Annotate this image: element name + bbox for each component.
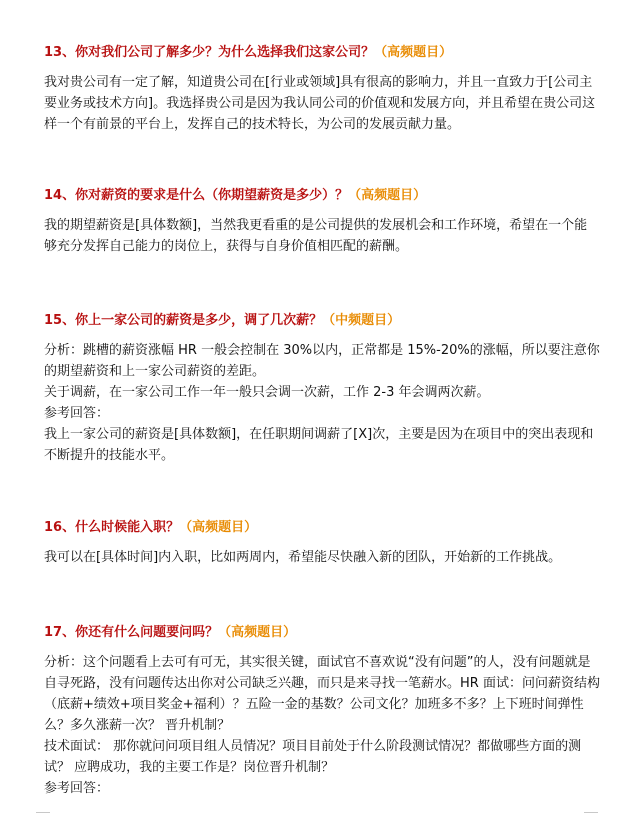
question-number: 15、	[44, 313, 76, 328]
raise-note-paragraph: 关于调薪，在一家公司工作一年一般只会调一次薪，工作 2-3 年会调两次薪。	[44, 385, 490, 400]
question-heading	[44, 44, 600, 62]
question-number: 17、	[44, 625, 76, 640]
question-text: 你对薪资的要求是什么（你期望薪资是多少）？	[75, 188, 349, 203]
page-corner-mark-right	[584, 812, 598, 813]
answer-paragraph: 我上一家公司的薪资是[具体数额]，在任职期间调薪了[X]次，主要是因为在项目中的突出表现和不断提升的技能水平。	[44, 427, 594, 463]
section-16	[44, 519, 600, 568]
page-corner-mark-left	[36, 812, 50, 813]
question-heading	[44, 312, 600, 330]
answer-paragraph: 我对贵公司有一定了解，知道贵公司在[行业或领域]具有很高的影响力，并且一直致力于[公司主要业务或技术方向]。我选择贵公司是因为我认同公司的价值观和发展方向，并且希望在贵公司这样一个有前景的平台上，发挥自己的技术特长，为公司的发展贡献力量。	[44, 75, 596, 132]
question-number: 13、	[44, 45, 76, 60]
question-text: 你上一家公司的薪资是多少，调了几次薪？	[75, 313, 323, 328]
reference-answer-label: 参考回答：	[44, 406, 110, 421]
frequency-tag: （高频题目）	[374, 45, 453, 60]
question-text: 你对我们公司了解多少？为什么选择我们这家公司？	[75, 45, 375, 60]
tech-interview-paragraph: 技术面试： 那你就问问项目组人员情况？项目目前处于什么阶段测试情况？都做哪些方面的测试？ 应聘成功，我的主要工作是？岗位晋升机制？	[44, 739, 582, 775]
question-heading	[44, 519, 600, 537]
analysis-paragraph: 分析：跳槽的薪资涨幅 HR 一般会控制在 30%以内，正常都是 15%-20%的涨幅，所以要注意你的期望薪资和上一家公司薪资的差距。	[44, 343, 600, 379]
question-text: 你还有什么问题要问吗？	[75, 625, 219, 640]
frequency-tag: （高频题目）	[179, 520, 258, 535]
frequency-tag: （高频题目）	[348, 188, 427, 203]
question-number: 16、	[44, 520, 76, 535]
answer-paragraph: 我的期望薪资是[具体数额]，当然我更看重的是公司提供的发展机会和工作环境，希望在一个能够充分发挥自己能力的岗位上，获得与自身价值相匹配的薪酬。	[44, 218, 588, 254]
section-17	[44, 624, 600, 799]
analysis-paragraph: 分析：这个问题看上去可有可无，其实很关键，面试官不喜欢说“没有问题”的人，没有问题就是自寻死路，没有问题传达出你对公司缺乏兴趣，而只是来寻找一笔薪水。HR 面试：问问薪资结构（底薪+绩效+项目奖金+福利）？五险一金的基数？公司文化？加班多不多？上下班时间弹性么？多久涨薪一次？ 晋升机制？	[44, 655, 600, 733]
answer-paragraph: 我可以在[具体时间]内入职，比如两周内，希望能尽快融入新的团队，开始新的工作挑战。	[44, 550, 562, 565]
section-15	[44, 312, 600, 466]
section-14	[44, 187, 600, 257]
question-heading	[44, 187, 600, 205]
question-heading	[44, 624, 600, 642]
question-number: 14、	[44, 188, 76, 203]
question-text: 什么时候能入职？	[75, 520, 180, 535]
section-13	[44, 44, 600, 135]
frequency-tag: （高频题目）	[218, 625, 297, 640]
frequency-tag: （中频题目）	[322, 313, 401, 328]
reference-answer-label: 参考回答：	[44, 781, 110, 796]
